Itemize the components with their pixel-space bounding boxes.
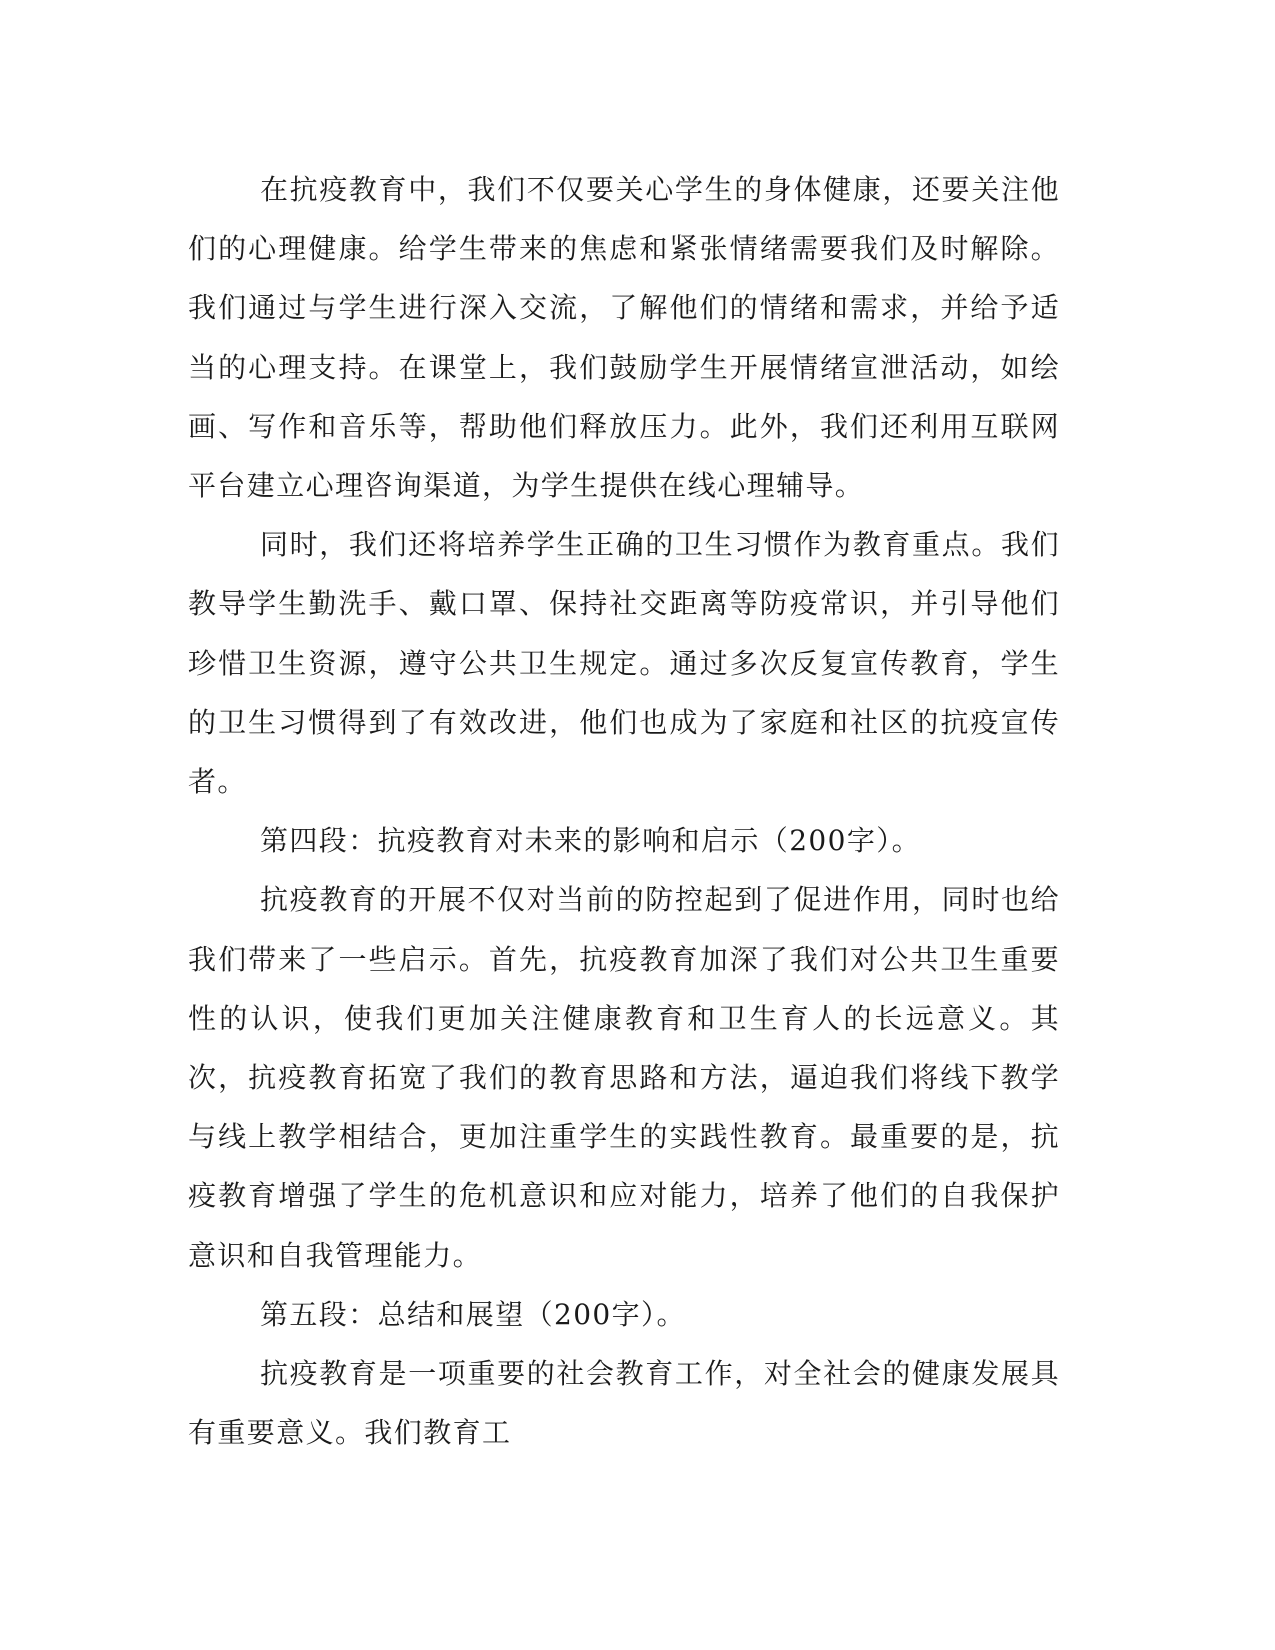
paragraph-hygiene-habits: 同时，我们还将培养学生正确的卫生习惯作为教育重点。我们教导学生勤洗手、戴口罩、保持社交距离等防疫常识，并引导他们珍惜卫生资源，遵守公共卫生规定。通过多次反复宣传教育，学生的卫生习惯得到了有效改进，他们也成为了家庭和社区的抗疫宣传者。: [188, 528, 1060, 799]
paragraph-future-impact: 抗疫教育的开展不仅对当前的防控起到了促进作用，同时也给我们带来了一些启示。首先，抗疫教育加深了我们对公共卫生重要性的认识，使我们更加关注健康教育和卫生育人的长远意义。其次，抗疫教育拓宽了我们的教育思路和方法，逼迫我们将线下教学与线上教学相结合，更加注重学生的实践性教育。最重要的是，抗疫教育增强了学生的危机意识和应对能力，培养了他们的自我保护意识和自我管理能力。: [188, 883, 1060, 1272]
section-heading-5: 第五段：总结和展望（200字）。: [260, 1297, 686, 1331]
document-body: [188, 160, 1060, 1462]
section-heading-4: 第四段：抗疫教育对未来的影响和启示（200字）。: [260, 824, 922, 858]
paragraph-summary: 抗疫教育是一项重要的社会教育工作，对全社会的健康发展具有重要意义。我们教育工: [188, 1357, 1060, 1450]
paragraph-mental-health: 在抗疫教育中，我们不仅要关心学生的身体健康，还要关注他们的心理健康。给学生带来的焦虑和紧张情绪需要我们及时解除。我们通过与学生进行深入交流，了解他们的情绪和需求，并给予适当的心理支持。在课堂上，我们鼓励学生开展情绪宣泄活动，如绘画、写作和音乐等，帮助他们释放压力。此外，我们还利用互联网平台建立心理咨询渠道，为学生提供在线心理辅导。: [188, 173, 1060, 503]
